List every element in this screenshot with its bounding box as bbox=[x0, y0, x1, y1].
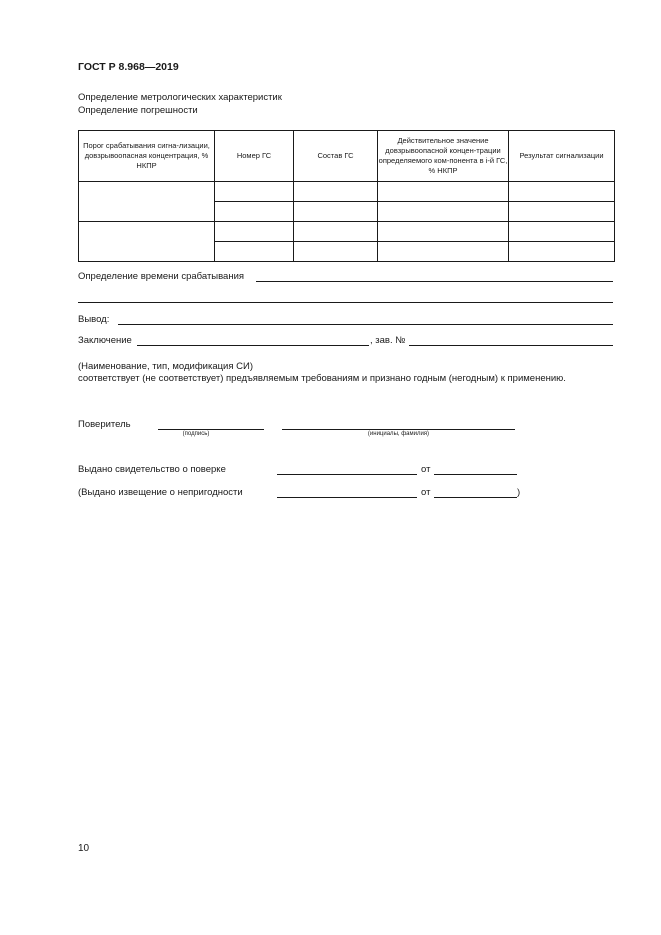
col-header-threshold: Порог срабатывания сигна-лизации, довзрывоопасная концентрация, % НКПР bbox=[79, 131, 215, 182]
name-blank[interactable] bbox=[282, 429, 515, 430]
verifier-label: Поверитель bbox=[78, 419, 131, 430]
certificate-label: Выдано свидетельство о поверке bbox=[78, 464, 226, 475]
table-row bbox=[79, 222, 615, 242]
table-cell bbox=[215, 242, 294, 262]
col-header-gs-number: Номер ГС bbox=[215, 131, 294, 182]
table-cell bbox=[294, 202, 378, 222]
table-cell bbox=[509, 242, 615, 262]
error-table bbox=[78, 130, 615, 262]
page-number: 10 bbox=[78, 843, 90, 854]
table-header-row bbox=[79, 131, 615, 182]
notice-label: (Выдано извещение о непригодности bbox=[78, 487, 243, 498]
table-cell bbox=[215, 182, 294, 202]
table-cell bbox=[378, 242, 509, 262]
serial-number-blank[interactable] bbox=[409, 345, 613, 346]
conclusion-blank[interactable] bbox=[137, 345, 369, 346]
certificate-number-blank[interactable] bbox=[277, 474, 417, 475]
table-cell bbox=[215, 222, 294, 242]
certificate-from-label: от bbox=[421, 464, 431, 475]
table-row bbox=[79, 182, 615, 202]
compliance-statement: соответствует (не соответствует) предъявляемым требованиям и признано годным (негодным) к применению. bbox=[78, 373, 566, 384]
notice-from-label: от bbox=[421, 487, 431, 498]
signature-blank[interactable] bbox=[158, 429, 264, 430]
document-code: ГОСТ Р 8.968—2019 bbox=[78, 61, 179, 73]
serial-number-label: , зав. № bbox=[370, 335, 406, 346]
response-time-blank[interactable] bbox=[256, 281, 613, 282]
table-cell bbox=[378, 182, 509, 202]
instrument-name-caption: (Наименование, тип, модификация СИ) bbox=[78, 361, 253, 372]
table-cell bbox=[509, 222, 615, 242]
closing-paren: ) bbox=[517, 487, 521, 498]
name-caption: (инициалы, фамилия) bbox=[367, 431, 430, 437]
col-header-alarm-result: Результат сигнализации bbox=[509, 131, 615, 182]
table-cell bbox=[79, 222, 215, 262]
table-cell bbox=[378, 222, 509, 242]
signature-caption: (подпись) bbox=[182, 431, 210, 437]
section-title: Определение метрологических характеристик bbox=[78, 92, 282, 103]
table-cell bbox=[79, 182, 215, 222]
table-cell bbox=[509, 182, 615, 202]
response-time-label: Определение времени срабатывания bbox=[78, 271, 245, 282]
table-cell bbox=[294, 222, 378, 242]
table-cell bbox=[509, 202, 615, 222]
col-header-gs-composition: Состав ГС bbox=[294, 131, 378, 182]
table-cell bbox=[294, 242, 378, 262]
table-cell bbox=[294, 182, 378, 202]
col-header-actual-value: Действительное значение довзрывоопасной концен-трации определяемого ком-понента в i-й ГС, % НКПР bbox=[378, 131, 509, 182]
certificate-date-blank[interactable] bbox=[434, 474, 517, 475]
response-time-blank-2[interactable] bbox=[78, 302, 613, 303]
conclusion-label: Заключение bbox=[78, 335, 132, 346]
output-blank[interactable] bbox=[118, 324, 613, 325]
notice-date-blank[interactable] bbox=[434, 497, 517, 498]
table-cell bbox=[378, 202, 509, 222]
output-label: Вывод: bbox=[78, 314, 110, 325]
table-cell bbox=[215, 202, 294, 222]
notice-number-blank[interactable] bbox=[277, 497, 417, 498]
section-subtitle: Определение погрешности bbox=[78, 105, 198, 116]
